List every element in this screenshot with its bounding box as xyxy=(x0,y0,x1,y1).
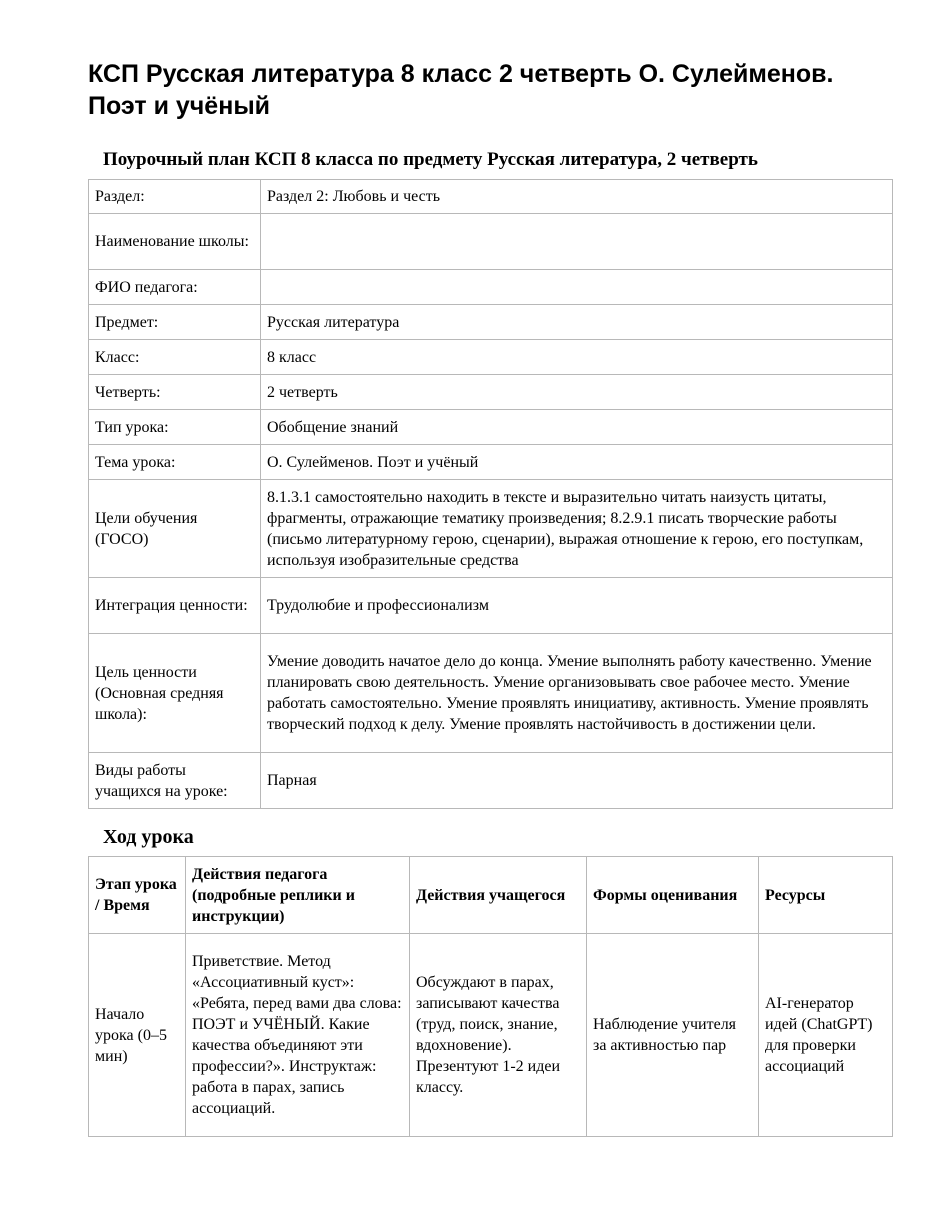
assessment-cell: Наблюдение учителя за активностью пар xyxy=(587,934,759,1137)
column-header: Этап урока / Время xyxy=(89,857,186,934)
column-header: Формы оценивания xyxy=(587,857,759,934)
info-label: Интеграция ценности: xyxy=(89,578,261,634)
info-value: Умение доводить начатое дело до конца. Умение выполнять работу качественно. Умение планировать свою деятельность. Умение организовывать свое рабочее место. Умение работать самостоятельно. Умение проявлять инициативу, активность. Умение проявлять творческий подход к делу. Умение проявлять настойчивость в достижении цели. xyxy=(261,634,893,753)
info-label: ФИО педагога: xyxy=(89,270,261,305)
table-row xyxy=(89,578,893,634)
info-value: О. Сулейменов. Поэт и учёный xyxy=(261,445,893,480)
table-row xyxy=(89,214,893,270)
plan-caption: Поурочный план КСП 8 класса по предмету Русская литература, 2 четверть xyxy=(103,149,758,170)
lesson-flow-table xyxy=(88,856,893,1137)
info-label: Раздел: xyxy=(89,180,261,214)
info-value: 8 класс xyxy=(261,340,893,375)
table-row xyxy=(89,445,893,480)
info-value: 2 четверть xyxy=(261,375,893,410)
info-value: Трудолюбие и профессионализм xyxy=(261,578,893,634)
lesson-info-table xyxy=(88,179,893,809)
info-value: 8.1.3.1 самостоятельно находить в тексте и выразительно читать наизусть цитаты, фрагменты, отражающие тематику произведения; 8.2.9.1 писать творческие работы (письмо литературному герою, сценарии), выражая отношение к герою, его поступкам, используя изобразительные средства xyxy=(261,480,893,578)
info-label: Цели обучения (ГОСО) xyxy=(89,480,261,578)
info-label: Тема урока: xyxy=(89,445,261,480)
info-value: Обобщение знаний xyxy=(261,410,893,445)
info-label: Тип урока: xyxy=(89,410,261,445)
info-label: Цель ценности (Основная средняя школа): xyxy=(89,634,261,753)
info-label: Предмет: xyxy=(89,305,261,340)
resources-cell: AI-генератор идей (ChatGPT) для проверки ассоциаций xyxy=(759,934,893,1137)
lesson-heading: Ход урока xyxy=(103,826,194,848)
info-value xyxy=(261,270,893,305)
table-row xyxy=(89,934,893,1137)
document-title: КСП Русская литература 8 класс 2 четверть О. Сулейменов. Поэт и учёный xyxy=(88,60,834,120)
info-label: Наименование школы: xyxy=(89,214,261,270)
info-value: Парная xyxy=(261,753,893,809)
student-actions-cell: Обсуждают в парах, записывают качества (труд, поиск, знание, вдохновение). Презентуют 1-2 идеи классу. xyxy=(410,934,587,1137)
info-value: Русская литература xyxy=(261,305,893,340)
table-row xyxy=(89,340,893,375)
table-row xyxy=(89,480,893,578)
info-label: Четверть: xyxy=(89,375,261,410)
table-row xyxy=(89,410,893,445)
column-header: Действия педагога (подробные реплики и инструкции) xyxy=(186,857,410,934)
info-label: Виды работы учащихся на уроке: xyxy=(89,753,261,809)
table-row xyxy=(89,180,893,214)
info-label: Класс: xyxy=(89,340,261,375)
teacher-actions-cell: Приветствие. Метод «Ассоциативный куст»: «Ребята, перед вами два слова: ПОЭТ и УЧЁНЫЙ. Какие качества объединяют эти профессии?». Инструктаж: работа в парах, запись ассоциаций. xyxy=(186,934,410,1137)
info-value xyxy=(261,214,893,270)
table-row xyxy=(89,375,893,410)
column-header: Ресурсы xyxy=(759,857,893,934)
table-row xyxy=(89,753,893,809)
column-header: Действия учащегося xyxy=(410,857,587,934)
table-row xyxy=(89,634,893,753)
table-header-row xyxy=(89,857,893,934)
table-row xyxy=(89,305,893,340)
info-value: Раздел 2: Любовь и честь xyxy=(261,180,893,214)
table-row xyxy=(89,270,893,305)
stage-cell: Начало урока (0–5 мин) xyxy=(89,934,186,1137)
